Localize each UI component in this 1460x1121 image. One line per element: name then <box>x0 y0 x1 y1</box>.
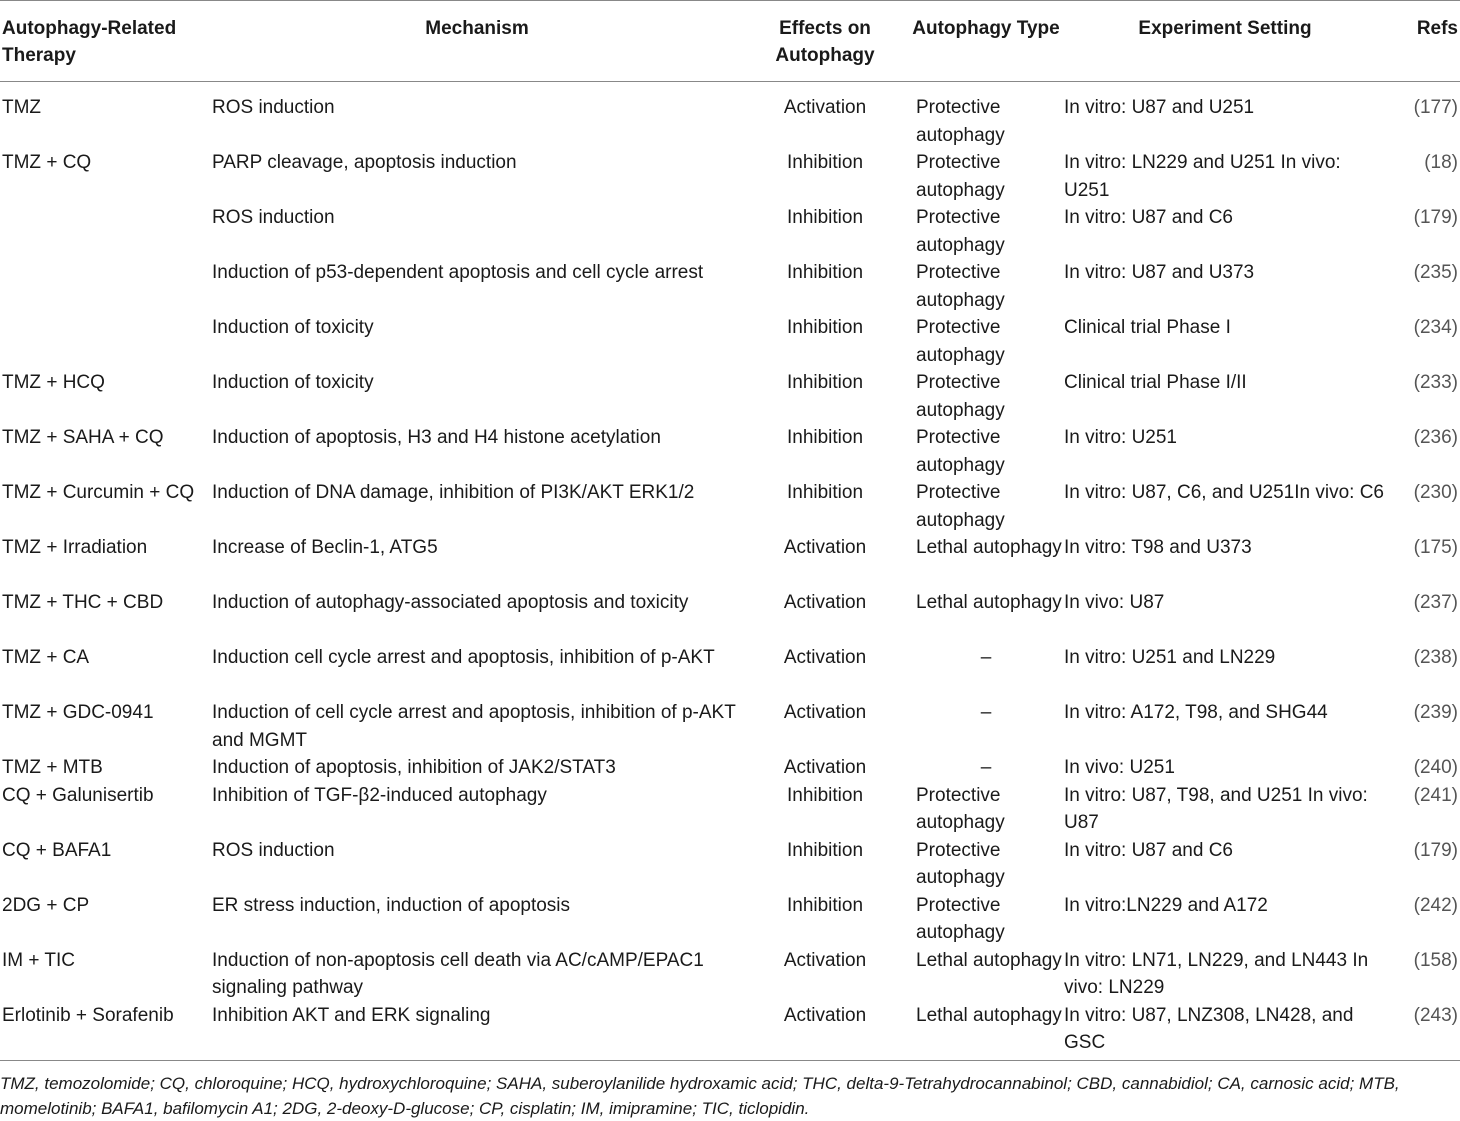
refs-cell: (242) <box>1413 894 1458 916</box>
effects-cell: Activation <box>783 757 867 778</box>
therapy-cell: TMZ + CA <box>2 647 90 668</box>
refs-cell: (179) <box>1413 207 1458 228</box>
table-row <box>0 82 1460 150</box>
refs-cell: (238) <box>1413 647 1458 668</box>
effects-cell: Activation <box>783 537 867 558</box>
mechanism-cell: Increase of Beclin-1, ATG5 <box>212 537 438 558</box>
refs-cell: (230) <box>1413 482 1458 503</box>
header-refs: Refs <box>1416 18 1458 39</box>
table-row <box>0 754 1460 782</box>
mechanism-cell: Induction of autophagy-associated apoptosis and toxicity <box>212 592 689 613</box>
effects-cell: Inhibition <box>786 784 864 806</box>
refs-cell: (236) <box>1413 427 1458 448</box>
setting-cell: In vitro: U87 and U373 <box>1064 262 1255 283</box>
setting-cell: In vitro: U87 and C6 <box>1064 839 1233 861</box>
type-cell: – <box>980 647 992 668</box>
type-cell: Protective autophagy <box>916 152 1005 201</box>
therapy-cell: IM + TIC <box>2 949 76 971</box>
therapy-cell <box>0 204 212 259</box>
effects-cell: Activation <box>783 647 867 668</box>
refs-cell: (233) <box>1413 372 1458 393</box>
therapy-cell: TMZ + HCQ <box>2 372 105 393</box>
table-row <box>0 644 1460 699</box>
setting-cell: In vitro: T98 and U373 <box>1064 537 1252 558</box>
setting-cell: Clinical trial Phase I/II <box>1064 372 1247 393</box>
table-row <box>0 314 1460 369</box>
mechanism-cell: Induction of DNA damage, inhibition of PI3K/AKT ERK1/2 <box>212 482 695 503</box>
setting-cell: In vivo: U251 <box>1064 757 1175 778</box>
type-cell: Protective autophagy <box>916 207 1005 256</box>
table-row <box>0 782 1460 837</box>
refs-cell: (158) <box>1413 949 1458 971</box>
setting-cell: In vitro: LN229 and U251 In vivo: U251 <box>1064 152 1341 201</box>
header-therapy: Autophagy-Related Therapy <box>2 18 177 66</box>
effects-cell: Inhibition <box>786 839 864 861</box>
header-row <box>0 1 1460 82</box>
therapy-cell: CQ + Galunisertib <box>2 784 154 806</box>
type-cell: Protective autophagy <box>916 784 1005 833</box>
table-row <box>0 369 1460 424</box>
effects-cell: Inhibition <box>786 894 864 916</box>
therapy-cell: TMZ + MTB <box>2 757 103 778</box>
header-setting: Experiment Setting <box>1138 18 1312 39</box>
mechanism-cell: Induction of cell cycle arrest and apoptosis, inhibition of p-AKT and MGMT <box>212 702 736 751</box>
type-cell: Protective autophagy <box>916 97 1005 146</box>
table-row <box>0 204 1460 259</box>
effects-cell: Activation <box>783 949 867 971</box>
refs-cell: (179) <box>1413 839 1458 861</box>
mechanism-cell: Induction of non-apoptosis cell death via AC/cAMP/EPAC1 signaling pathway <box>212 949 704 998</box>
setting-cell: In vitro: LN71, LN229, and LN443 In vivo: LN229 <box>1064 949 1369 998</box>
therapy-cell: TMZ + GDC-0941 <box>2 702 154 723</box>
therapy-cell <box>0 259 212 314</box>
refs-cell: (175) <box>1413 537 1458 558</box>
therapy-cell <box>0 314 212 369</box>
mechanism-cell: PARP cleavage, apoptosis induction <box>212 152 517 173</box>
therapy-cell: TMZ + THC + CBD <box>2 592 164 613</box>
mechanism-cell: Induction of apoptosis, H3 and H4 histone acetylation <box>212 427 661 448</box>
table-row <box>0 149 1460 204</box>
mechanism-cell: Induction of p53-dependent apoptosis and cell cycle arrest <box>212 262 704 283</box>
mechanism-cell: Inhibition AKT and ERK signaling <box>212 1004 491 1026</box>
table-row <box>0 479 1460 534</box>
therapy-cell: TMZ + Irradiation <box>2 537 148 558</box>
setting-cell: Clinical trial Phase I <box>1064 317 1231 338</box>
type-cell: Protective autophagy <box>916 262 1005 311</box>
type-cell: Lethal autophagy <box>916 949 1062 971</box>
type-cell: Lethal autophagy <box>916 1004 1062 1026</box>
mechanism-cell: Induction cell cycle arrest and apoptosis, inhibition of p-AKT <box>212 647 715 668</box>
type-cell: Protective autophagy <box>916 894 1005 943</box>
effects-cell: Inhibition <box>786 152 864 173</box>
refs-cell: (241) <box>1413 784 1458 806</box>
type-cell: – <box>980 757 992 778</box>
effects-cell: Inhibition <box>786 482 864 503</box>
mechanism-cell: Inhibition of TGF-β2-induced autophagy <box>212 784 547 806</box>
table-body <box>0 82 1460 1057</box>
effects-cell: Inhibition <box>786 317 864 338</box>
mechanism-cell: ER stress induction, induction of apoptosis <box>212 894 571 916</box>
setting-cell: In vivo: U87 <box>1064 592 1165 613</box>
setting-cell: In vitro: U251 and LN229 <box>1064 647 1276 668</box>
setting-cell: In vitro: U87, C6, and U251In vivo: C6 <box>1064 482 1384 503</box>
setting-cell: In vitro: U87 and U251 <box>1064 97 1255 118</box>
therapy-cell: 2DG + CP <box>2 894 90 916</box>
type-cell: Protective autophagy <box>916 482 1005 531</box>
therapy-cell: CQ + BAFA1 <box>2 839 112 861</box>
therapy-cell: TMZ + SAHA + CQ <box>2 427 164 448</box>
footnote: TMZ, temozolomide; CQ, chloroquine; HCQ, hydroxychloroquine; SAHA, suberoylanilide hydroxamic acid; THC, delta-9-Tetrahydrocannabinol; CBD, cannabidiol; CA, carnosic acid; MTB, momelotinib; BAFA1, bafilomycin A1; 2DG, 2-deoxy-D-glucose; CP, cisplatin; IM, imipramine; TIC, ticlopidin. <box>0 1060 1460 1121</box>
table-row <box>0 699 1460 754</box>
refs-cell: (243) <box>1413 1004 1458 1026</box>
refs-cell: (237) <box>1413 592 1458 613</box>
table-row <box>0 424 1460 479</box>
type-cell: – <box>980 702 992 723</box>
mechanism-cell: ROS induction <box>212 97 335 118</box>
type-cell: Lethal autophagy <box>916 537 1062 558</box>
effects-cell: Activation <box>783 702 867 723</box>
table-row <box>0 259 1460 314</box>
table-row <box>0 892 1460 947</box>
effects-cell: Inhibition <box>786 372 864 393</box>
effects-cell: Inhibition <box>786 427 864 448</box>
mechanism-cell: Induction of toxicity <box>212 317 374 338</box>
refs-cell: (18) <box>1424 152 1458 173</box>
effects-cell: Activation <box>783 592 867 613</box>
therapy-cell: TMZ + CQ <box>2 152 92 173</box>
refs-cell: (240) <box>1413 757 1458 778</box>
refs-cell: (234) <box>1413 317 1458 338</box>
refs-cell: (177) <box>1413 97 1458 118</box>
type-cell: Protective autophagy <box>916 317 1005 366</box>
table-row <box>0 837 1460 892</box>
header-effects: Effects on Autophagy <box>775 18 875 66</box>
refs-cell: (235) <box>1413 262 1458 283</box>
type-cell: Protective autophagy <box>916 372 1005 421</box>
header-type: Autophagy Type <box>912 18 1060 39</box>
table-row <box>0 947 1460 1002</box>
type-cell: Protective autophagy <box>916 839 1005 888</box>
header-mechanism: Mechanism <box>425 18 529 39</box>
mechanism-cell: ROS induction <box>212 839 335 861</box>
setting-cell: In vitro: U251 <box>1064 427 1177 448</box>
type-cell: Protective autophagy <box>916 427 1005 476</box>
mechanism-cell: ROS induction <box>212 207 335 228</box>
therapy-cell: TMZ <box>2 97 42 118</box>
mechanism-cell: Induction of toxicity <box>212 372 374 393</box>
type-cell: Lethal autophagy <box>916 592 1062 613</box>
table-row <box>0 1002 1460 1057</box>
refs-cell: (239) <box>1413 702 1458 723</box>
setting-cell: In vitro: U87, LNZ308, LN428, and GSC <box>1064 1004 1354 1053</box>
mechanism-cell: Induction of apoptosis, inhibition of JAK2/STAT3 <box>212 757 616 778</box>
table-row <box>0 589 1460 644</box>
table-row <box>0 534 1460 589</box>
therapy-cell: Erlotinib + Sorafenib <box>2 1004 174 1026</box>
effects-cell: Activation <box>783 1004 867 1026</box>
setting-cell: In vitro: A172, T98, and SHG44 <box>1064 702 1328 723</box>
setting-cell: In vitro: U87 and C6 <box>1064 207 1233 228</box>
setting-cell: In vitro:LN229 and A172 <box>1064 894 1268 916</box>
setting-cell: In vitro: U87, T98, and U251 In vivo: U87 <box>1064 784 1368 833</box>
effects-cell: Inhibition <box>786 207 864 228</box>
effects-cell: Activation <box>783 97 867 118</box>
effects-cell: Inhibition <box>786 262 864 283</box>
therapy-cell: TMZ + Curcumin + CQ <box>2 482 195 503</box>
